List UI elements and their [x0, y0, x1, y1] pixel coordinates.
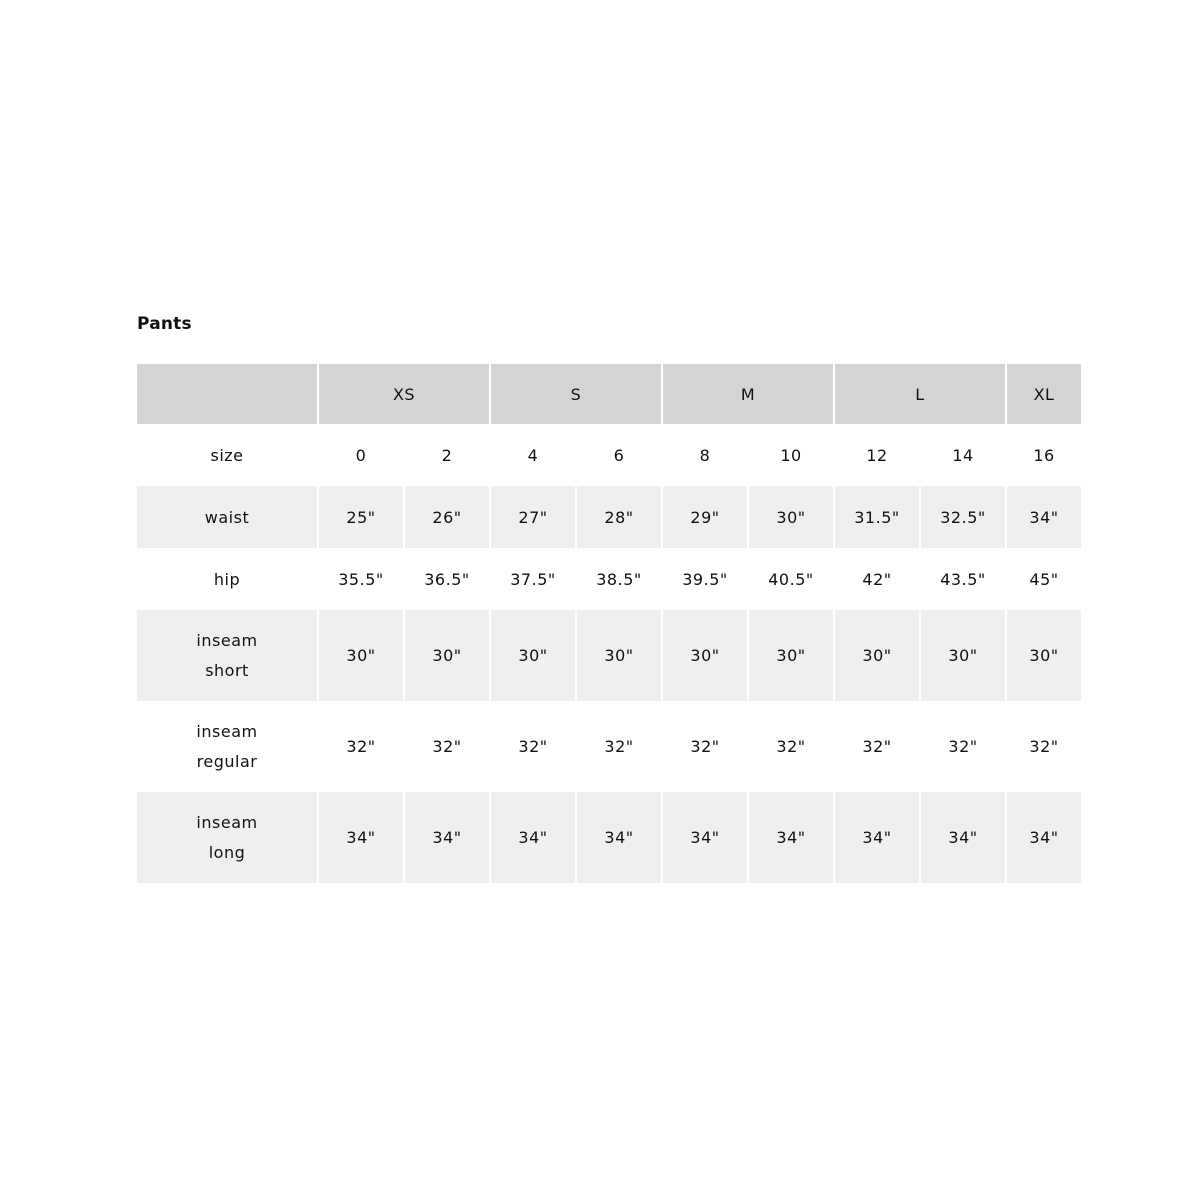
row-label-line1: inseam [196, 630, 258, 650]
table-cell: 35.5" [338, 569, 384, 589]
table-cell: 0 [355, 445, 367, 465]
table-cell: 30" [749, 610, 833, 701]
table-cell: 32" [518, 737, 548, 756]
page-title: Pants [137, 314, 192, 334]
header-group-s: S [491, 364, 661, 424]
row-label-size: size [210, 445, 244, 465]
table-row-inseam-regular [137, 701, 1081, 792]
table-cell: 32" [690, 737, 720, 756]
size-group-header-row [137, 364, 1081, 424]
row-label-line2: regular [196, 751, 258, 771]
header-group-xl: XL [1007, 364, 1081, 424]
table-cell: 16 [1033, 445, 1055, 465]
table-cell: 6 [613, 445, 625, 465]
row-label-line1: inseam [196, 812, 258, 832]
row-label-inseam-long [137, 792, 317, 883]
table-row-waist [137, 486, 1081, 548]
table-cell: 34" [1007, 792, 1081, 883]
table-cell: 32" [1029, 737, 1059, 756]
table-cell: 34" [921, 792, 1005, 883]
table-row-hip [137, 548, 1081, 610]
row-label-inseam-short [137, 610, 317, 701]
table-cell: 38.5" [596, 569, 642, 589]
table-cell: 30" [749, 486, 833, 548]
row-label-line1: inseam [196, 721, 258, 741]
table-cell: 30" [577, 610, 661, 701]
table-cell: 30" [663, 610, 747, 701]
row-label-hip: hip [213, 569, 241, 589]
table-cell: 12 [866, 445, 888, 465]
header-corner-cell [137, 364, 317, 424]
table-cell: 37.5" [510, 569, 556, 589]
header-group-xs: XS [319, 364, 489, 424]
table-cell: 10 [780, 445, 802, 465]
row-label-line2: short [205, 660, 249, 680]
table-row-inseam-short [137, 610, 1081, 701]
table-cell: 30" [835, 610, 919, 701]
table-cell: 26" [405, 486, 489, 548]
table-cell: 34" [835, 792, 919, 883]
table-cell: 2 [441, 445, 453, 465]
table-cell: 8 [699, 445, 711, 465]
table-row-inseam-long [137, 792, 1081, 883]
table-cell: 14 [952, 445, 974, 465]
table-cell: 39.5" [682, 569, 728, 589]
table-cell: 45" [1029, 569, 1059, 589]
table-cell: 32" [948, 737, 978, 756]
table-cell: 34" [749, 792, 833, 883]
row-label-inseam-regular [137, 701, 317, 792]
table-cell: 31.5" [835, 486, 919, 548]
table-cell: 32" [604, 737, 634, 756]
row-label-waist: waist [137, 486, 317, 548]
table-cell: 34" [577, 792, 661, 883]
table-cell: 43.5" [940, 569, 986, 589]
table-cell: 34" [1007, 486, 1081, 548]
table-cell: 32" [776, 737, 806, 756]
table-cell: 28" [577, 486, 661, 548]
header-group-l: L [835, 364, 1005, 424]
size-chart-table [135, 364, 1083, 883]
table-cell: 32" [862, 737, 892, 756]
table-cell: 34" [663, 792, 747, 883]
table-cell: 29" [663, 486, 747, 548]
table-cell: 42" [862, 569, 892, 589]
table-cell: 32" [432, 737, 462, 756]
table-cell: 30" [1007, 610, 1081, 701]
table-cell: 34" [319, 792, 403, 883]
table-cell: 30" [405, 610, 489, 701]
table-row-size [137, 424, 1081, 486]
table-cell: 34" [405, 792, 489, 883]
table-cell: 30" [921, 610, 1005, 701]
row-label-line2: long [208, 842, 246, 862]
header-group-m: M [663, 364, 833, 424]
table-cell: 30" [491, 610, 575, 701]
table-cell: 27" [491, 486, 575, 548]
table-cell: 32.5" [921, 486, 1005, 548]
table-cell: 40.5" [768, 569, 814, 589]
table-cell: 30" [319, 610, 403, 701]
table-cell: 34" [491, 792, 575, 883]
table-cell: 36.5" [424, 569, 470, 589]
table-cell: 32" [346, 737, 376, 756]
table-cell: 25" [319, 486, 403, 548]
table-cell: 4 [527, 445, 539, 465]
